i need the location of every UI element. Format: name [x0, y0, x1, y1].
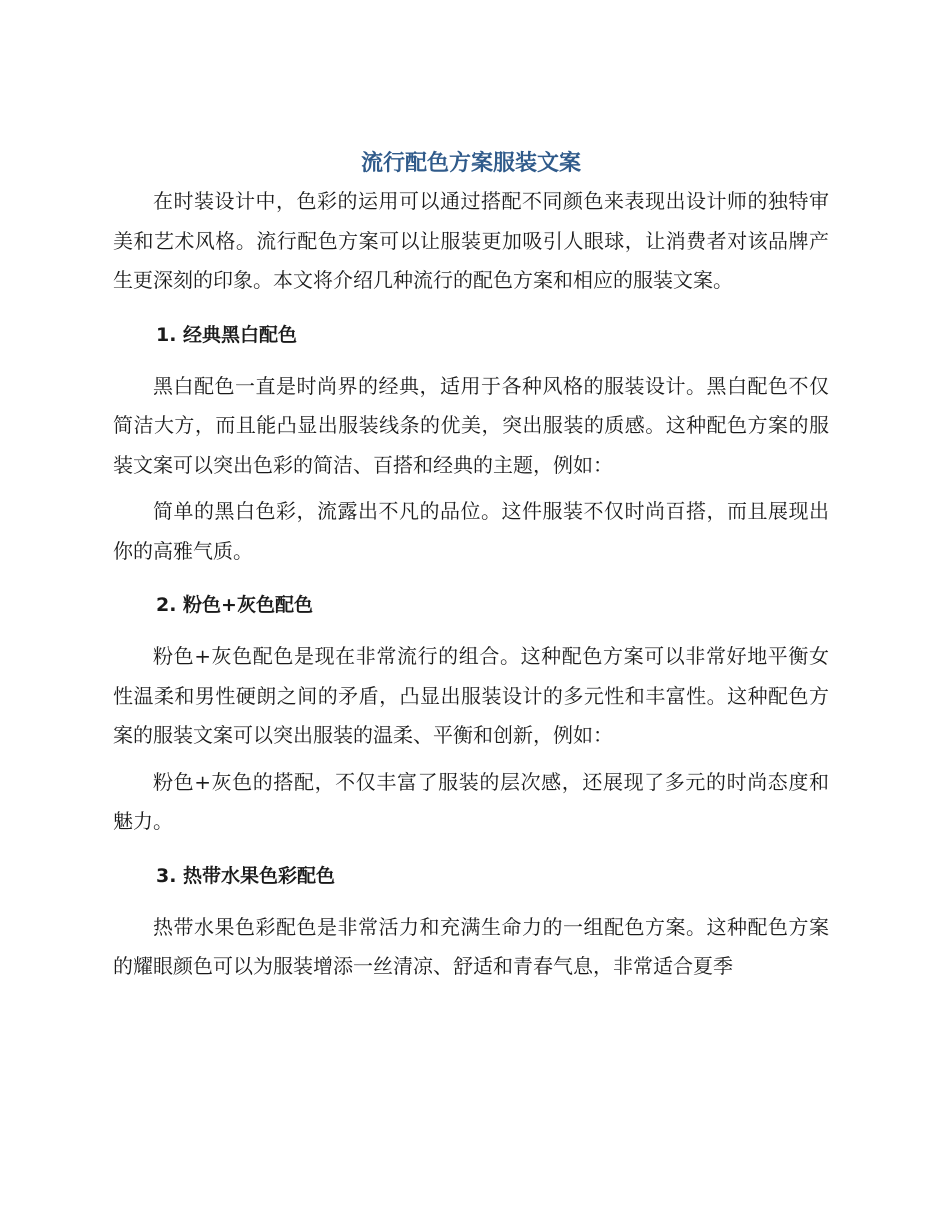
section-3-paragraph-1: 热带水果色彩配色是非常活力和充满生命力的一组配色方案。这种配色方案的耀眼颜色可以为服装增添一丝清凉、舒适和青春气息，非常适合夏季	[113, 914, 829, 978]
section-1-paragraph-1: 黑白配色一直是时尚界的经典，适用于各种风格的服装设计。黑白配色不仅简洁大方，而且能凸显出服装线条的优美，突出服装的质感。这种配色方案的服装文案可以突出色彩的简洁、百搭和经典的主题，例如：	[113, 373, 829, 477]
section-2-paragraph-2: 粉色+灰色的搭配，不仅丰富了服装的层次感，还展现了多元的时尚态度和魅力。	[113, 769, 829, 833]
section-heading-tropical-fruit: 3. 热带水果色彩配色	[156, 864, 336, 887]
section-1-paragraph-2: 简单的黑白色彩，流露出不凡的品位。这件服装不仅时尚百搭，而且展现出你的高雅气质。	[113, 499, 829, 563]
section-2-paragraph-1: 粉色+灰色配色是现在非常流行的组合。这种配色方案可以非常好地平衡女性温柔和男性硬朗之间的矛盾，凸显出服装设计的多元性和丰富性。这种配色方案的服装文案可以突出服装的温柔、平衡和创新，例如：	[113, 644, 829, 747]
document-title: 流行配色方案服装文案	[360, 151, 581, 176]
intro-paragraph: 在时装设计中，色彩的运用可以通过搭配不同颜色来表现出设计师的独特审美和艺术风格。流行配色方案可以让服装更加吸引人眼球，让消费者对该品牌产生更深刻的印象。本文将介绍几种流行的配色方案和相应的服装文案。	[113, 189, 829, 292]
section-heading-classic-black-white: 1. 经典黑白配色	[156, 323, 298, 346]
document-body	[113, 146, 829, 987]
section-heading-pink-grey: 2. 粉色+灰色配色	[156, 594, 313, 616]
